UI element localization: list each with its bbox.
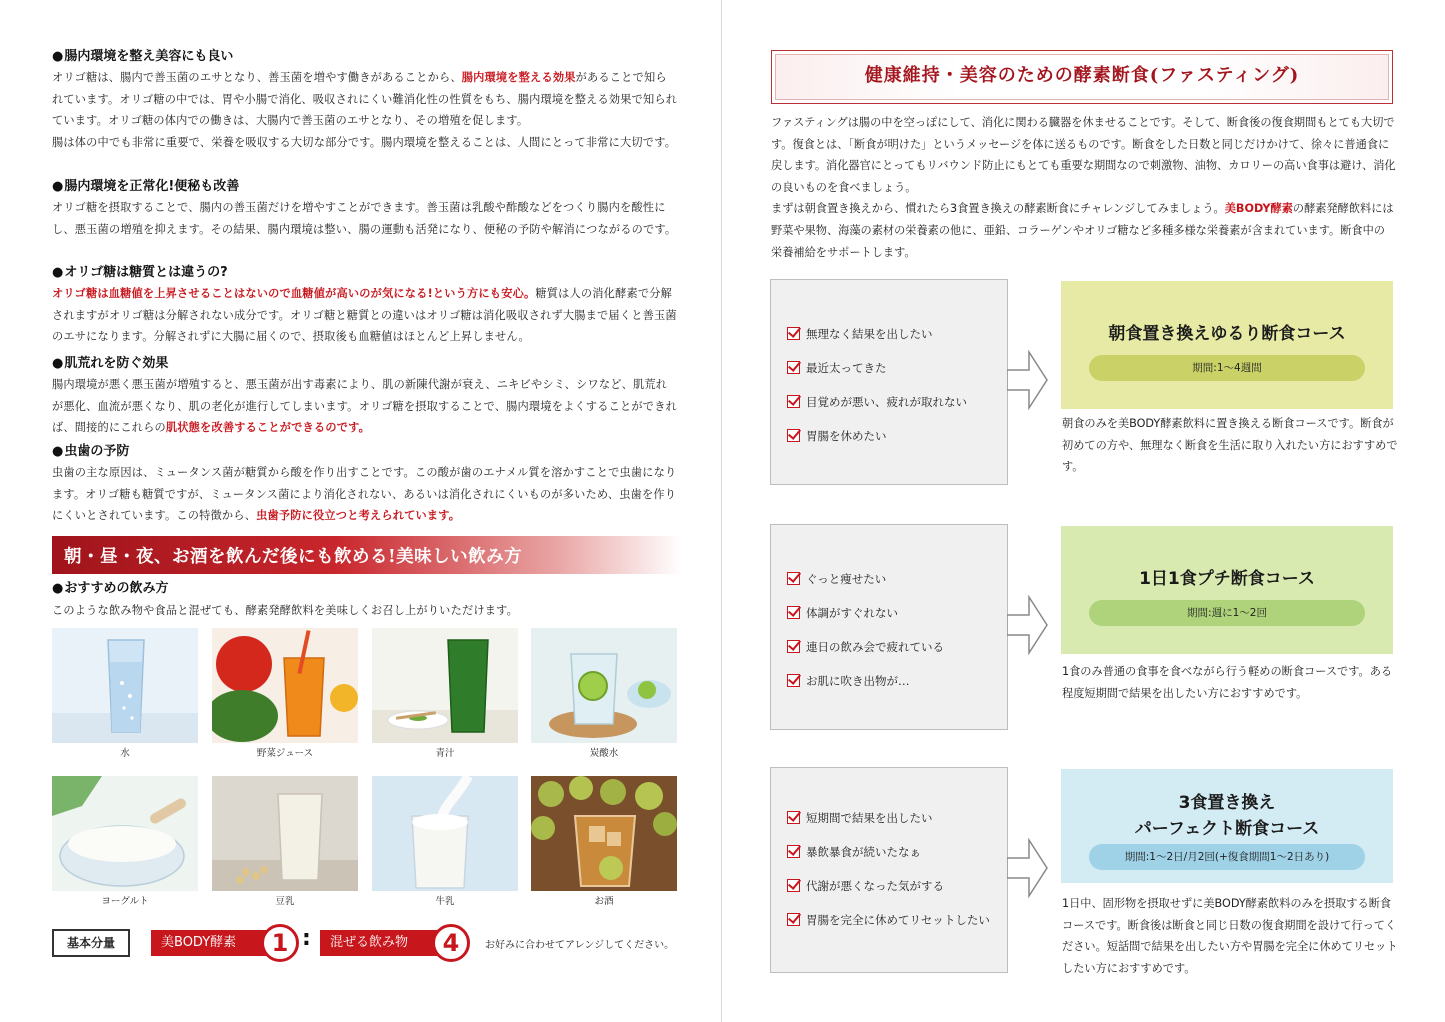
checkbox-icon xyxy=(787,606,800,619)
text-run: があることで知られています。オリゴ糖の中では、胃や小腸で消化、吸収されにくい難消化性の性質をもち、腸内環境を整える効果で知られています。オリゴ糖の体内での働きは、大腸内で善玉菌のエサとなり、その増殖を促します。 xyxy=(52,71,678,127)
checklist-course-2 xyxy=(770,524,1008,730)
checklist-course-3 xyxy=(770,767,1008,973)
ratio-mix-number: 4 xyxy=(432,924,470,962)
section-paragraph xyxy=(52,283,678,348)
highlight-text: 虫歯予防に役立つと考えられています。 xyxy=(256,509,461,522)
checkbox-icon xyxy=(787,879,800,892)
section-heading: ● 腸内環境を正常化!便秘も改善 xyxy=(52,178,678,196)
section-heading: ● おすすめの飲み方 xyxy=(52,580,678,598)
fasting-intro xyxy=(771,112,1396,263)
section-paragraph xyxy=(52,197,678,240)
fasting-title-frame xyxy=(771,50,1393,104)
section-skin xyxy=(52,355,678,439)
section-heading: ● 腸内環境を整え美容にも良い xyxy=(52,48,678,66)
checklist-item-label: 胃腸を完全に休めてリセットしたい xyxy=(806,913,990,927)
course-title: 朝食置き換えゆるり断食コース xyxy=(1108,324,1346,344)
checkbox-icon xyxy=(787,572,800,585)
text-run: ファスティングは腸の中を空っぽにして、消化に関わる臓器を休ませることです。そして、断食後の復食期間もとても大切です。復食とは、「断食が明けた」というメッセージを体に送るものです。断食をした日数と同じだけかけて、徐々に普通食に戻します。消化器官にとってもリバウンド防止にもとても重要な期間なので刺激物、油物、カロリーの高い食事は避け、消化の良いものを食べましょう。 xyxy=(771,116,1396,194)
ratio-mix-drink: 混ぜる飲み物 xyxy=(320,930,450,956)
highlight-text: オリゴ糖は血糖値を上昇させることはないので血糖値が高いのが気になる!という方にも安心。 xyxy=(52,287,536,300)
checklist-item-label: ぐっと痩せたい xyxy=(806,572,887,586)
checklist-item xyxy=(787,810,933,826)
ratio-enzyme: 美BODY酵素 xyxy=(151,930,279,956)
section-paragraph xyxy=(52,67,678,153)
checklist-item xyxy=(787,639,944,655)
section-cavity xyxy=(52,443,678,527)
ratio-enzyme-number: 1 xyxy=(261,924,299,962)
checklist-item xyxy=(787,571,886,587)
checklist-item xyxy=(787,605,898,621)
text-run: の酵素発酵飲料には野菜や果物、海藻の素材の栄養素の他に、亜鉛、コラーゲンやオリゴ糖など多種多様な栄養素が含まれています。断食中の栄養補給をサポートします。 xyxy=(771,202,1394,259)
photo-soda xyxy=(531,628,677,743)
caption-liquor: お酒 xyxy=(594,896,614,907)
checkbox-icon xyxy=(787,674,800,687)
checkbox-icon xyxy=(787,640,800,653)
photo-soy-milk xyxy=(212,776,358,891)
checklist-item xyxy=(787,912,990,928)
course-period: 期間:1〜4週間 xyxy=(1089,355,1365,381)
banner-title: 朝・昼・夜、お酒を飲んだ後にも飲める!美味しい飲み方 xyxy=(64,547,523,567)
photo-liquor xyxy=(531,776,677,891)
course-period: 期間:週に1〜2回 xyxy=(1089,600,1365,626)
caption-water: 水 xyxy=(120,748,130,759)
highlight-text: 腸内環境を整える効果 xyxy=(461,71,576,84)
course-card-3 xyxy=(1061,769,1393,883)
caption-soda: 炭酸水 xyxy=(589,748,619,759)
photo-aojiru xyxy=(372,628,518,743)
course-title-line-2: パーフェクト断食コース xyxy=(1134,819,1320,839)
checklist-item xyxy=(787,326,933,342)
ratio-label: 基本分量 xyxy=(52,929,130,957)
section-paragraph xyxy=(52,462,678,527)
fasting-title: 健康維持・美容のための酵素断食(ファスティング) xyxy=(775,54,1389,100)
checkbox-icon xyxy=(787,395,800,408)
section-oligo-vs-sugar xyxy=(52,264,678,348)
left-page xyxy=(0,0,722,1022)
checklist-item xyxy=(787,673,910,689)
highlight-text: 肌状態を改善することができるのです。 xyxy=(165,421,370,434)
caption-yogurt: ヨーグルト xyxy=(101,896,149,907)
arrow-right-icon xyxy=(1007,593,1049,657)
checklist-item xyxy=(787,878,944,894)
checklist-item-label: 最近太ってきた xyxy=(806,361,887,375)
photo-vegetable-juice xyxy=(212,628,358,743)
checklist-item-label: 体調がすぐれない xyxy=(806,606,898,620)
highlight-text: 美BODY酵素 xyxy=(1224,202,1293,216)
caption-aojiru: 青汁 xyxy=(435,748,455,759)
caption-vegetable-juice: 野菜ジュース xyxy=(256,748,314,759)
ratio-note: お好みに合わせてアレンジしてください。 xyxy=(485,940,675,951)
checklist-course-1 xyxy=(770,279,1008,485)
caption-soy-milk: 豆乳 xyxy=(275,896,295,907)
text-run: まずは朝食置き換えから、慣れたら3食置き換えの酵素断食にチャレンジしてみましょう。 xyxy=(771,202,1225,216)
course-period: 期間:1〜2日/月2回(+復食期間1〜2日あり) xyxy=(1089,844,1365,870)
text-run: オリゴ糖は、腸内で善玉菌のエサとなり、善玉菌を増やす働きがあることから、 xyxy=(52,71,462,84)
checklist-item-label: 代謝が悪くなった気がする xyxy=(806,879,944,893)
checkbox-icon xyxy=(787,811,800,824)
section-intestinal-beauty xyxy=(52,48,678,153)
section-heading: ● オリゴ糖は糖質とは違うの? xyxy=(52,264,678,282)
recommend-text: このような飲み物や食品と混ぜても、酵素発酵飲料を美味しくお召し上がりいただけます。 xyxy=(52,604,518,617)
text-run: 虫歯の主な原因は、ミュータンス菌が糖質から酸を作り出すことです。この酸が歯のエナメル質を溶かすことで虫歯になります。オリゴ糖も糖質ですが、ミュータンス菌により消化されない、あるいは消化されにくいものが多いため、虫歯を作りにくいとされています。この特徴から、 xyxy=(52,466,677,522)
course-description-2: 1食のみ普通の食事を食べながら行う軽めの断食コースです。ある程度短期間で結果を出したい方におすすめです。 xyxy=(1062,665,1393,700)
checkbox-icon xyxy=(787,361,800,374)
checkbox-icon xyxy=(787,845,800,858)
checklist-item-label: 目覚めが悪い、疲れが取れない xyxy=(806,395,967,409)
checkbox-icon xyxy=(787,913,800,926)
checklist-item xyxy=(787,428,887,444)
text-run: オリゴ糖を摂取することで、腸内の善玉菌だけを増やすことができます。善玉菌は乳酸や酢酸などをつくり腸内を酸性にし、悪玉菌の増殖を抑えます。その結果、腸内環境は整い、腸の運動も活発になり、便秘の予防や解消につながるのです。 xyxy=(52,201,677,236)
checklist-item-label: 短期間で結果を出したい xyxy=(806,811,933,825)
course-description-1: 朝食のみを美BODY酵素飲料に置き換える断食コースです。断食が初めての方や、無理なく断食を生活に取り入れたい方におすすめです。 xyxy=(1062,417,1398,473)
checklist-item-label: お肌に吹き出物が… xyxy=(806,674,910,688)
ratio-separator: : xyxy=(302,926,311,951)
caption-milk: 牛乳 xyxy=(435,896,455,907)
checklist-item-label: 連日の飲み会で疲れている xyxy=(806,640,944,654)
photo-water xyxy=(52,628,198,743)
section-paragraph xyxy=(52,374,678,439)
text-run: 糖質は人の消化酵素で分解されますがオリゴ糖は分解されない成分です。オリゴ糖と糖質との違いはオリゴ糖は消化吸収されず大腸まで届くと善玉菌のエサになります。分解されずに大腸に届くので、摂取後も血糖値はほとんど上昇しません。 xyxy=(52,287,677,343)
section-heading: ● 虫歯の予防 xyxy=(52,443,678,461)
checklist-item xyxy=(787,394,967,410)
checklist-item-label: 胃腸を休めたい xyxy=(806,429,887,443)
photo-milk xyxy=(372,776,518,891)
arrow-right-icon xyxy=(1007,348,1049,412)
course-card-1 xyxy=(1061,281,1393,409)
course-card-2 xyxy=(1061,526,1393,654)
arrow-right-icon xyxy=(1007,836,1049,900)
section-heading: ● 肌荒れを防ぐ効果 xyxy=(52,355,678,373)
drink-banner xyxy=(52,536,682,574)
checklist-item-label: 暴飲暴食が続いたなぁ xyxy=(806,845,921,859)
course-description-3: 1日中、固形物を摂取せずに美BODY酵素飲料のみを摂取する断食コースです。断食後は断食と同じ日数の復食期間を設けて行ってください。短話間で結果を出したい方や胃腸を完全に休めてリセットしたい方におすすめです。 xyxy=(1062,897,1398,975)
checkbox-icon xyxy=(787,327,800,340)
text-run: 腸は体の中でも非常に重要で、栄養を吸収する大切な部分です。腸内環境を整えることは、人間にとって非常に大切です。 xyxy=(52,135,677,149)
section-recommend xyxy=(52,580,678,622)
section-constipation xyxy=(52,178,678,240)
course-title-line-1: 3食置き換え xyxy=(1178,793,1276,813)
photo-yogurt xyxy=(52,776,198,891)
course-title: 1日1食プチ断食コース xyxy=(1139,569,1315,589)
checklist-item xyxy=(787,844,921,860)
checklist-item-label: 無理なく結果を出したい xyxy=(806,327,933,341)
text-run: 腸内環境が悪く悪玉菌が増殖すると、悪玉菌が出す毒素により、肌の新陳代謝が衰え、ニキビやシミ、シワなど、肌荒れが悪化、血流が悪くなり、肌の老化が進行してしまいます。オリゴ糖を摂取することで、腸内環境をよくすることができれば、間接的にこれらの xyxy=(52,378,677,434)
checkbox-icon xyxy=(787,429,800,442)
checklist-item xyxy=(787,360,887,376)
